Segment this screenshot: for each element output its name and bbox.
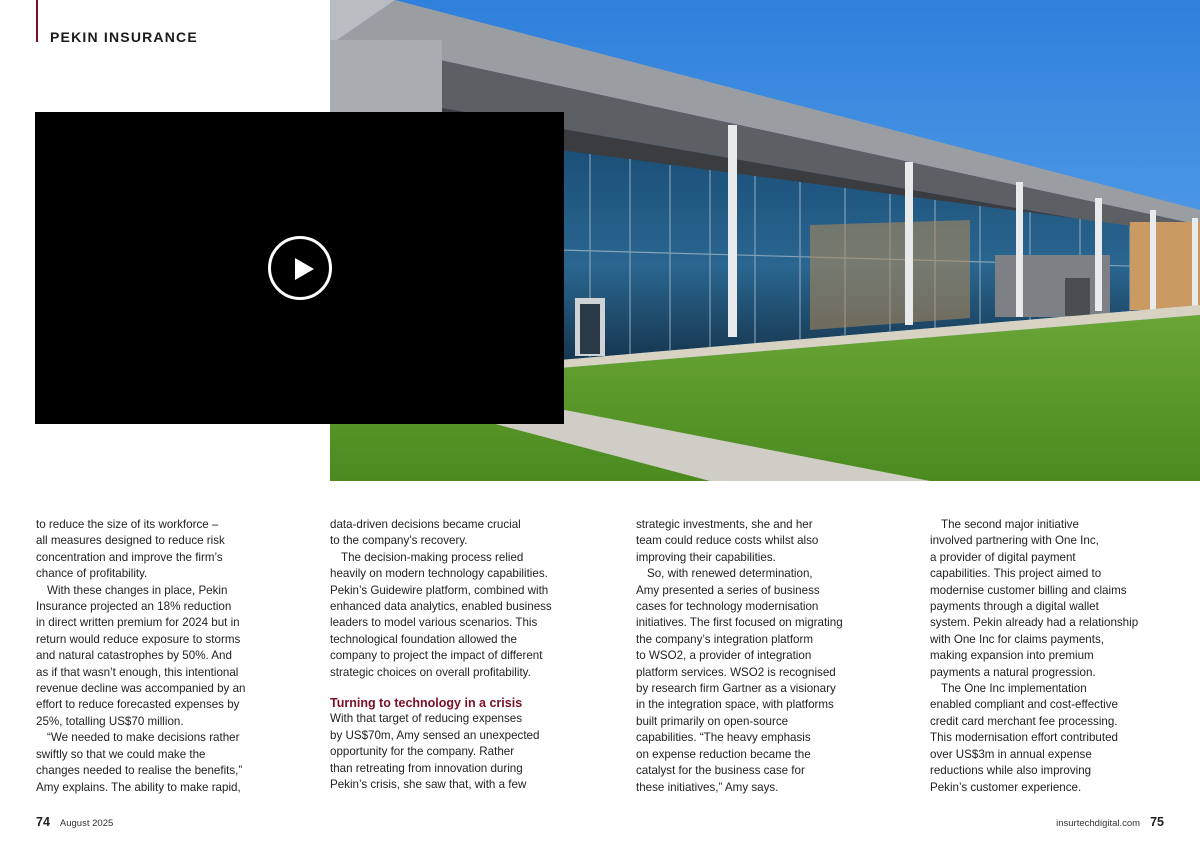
- article-column-2: [330, 517, 570, 794]
- paragraph: With these changes in place, Pekin Insurance projected an 18% reduction in direct written premium for 2024 but in return would reduce exposure to storms and natural catastrophes by 50%. And as if that wasn’t enough, this intentional revenue decline was accompanied by an effort to reduce forecasted expenses by 25%, totalling US$70 million.: [36, 583, 246, 728]
- page-number-right: 75: [1150, 815, 1164, 829]
- page-number-left: 74: [36, 815, 50, 829]
- paragraph: The One Inc implementation enabled compliant and cost-effective credit card merchant fee processing. This modernisation effort contributed over US$3m in annual expense reductions while also improving Pekin’s customer experience.: [930, 682, 1118, 794]
- subheading: Turning to technology in a crisis: [330, 696, 523, 711]
- paragraph: to reduce the size of its workforce – all measures designed to reduce risk concentration and improve the firm’s chance of profitability.: [36, 518, 225, 581]
- section-accent-rule: [36, 0, 38, 42]
- play-icon[interactable]: [268, 236, 332, 300]
- paragraph: The second major initiative involved partnering with One Inc, a provider of digital payment capabilities. This project aimed to modernise customer billing and claims payments through a digital wallet system. Pekin already had a relationship with One Inc for claims payments, making expansion into premium payments a natural progression.: [930, 518, 1139, 679]
- paragraph: With that target of reducing expenses by US$70m, Amy sensed an unexpected opportunity for the company. Rather than retreating from innovation during Pekin’s crisis, she saw that, with a few: [330, 712, 540, 792]
- paragraph: “We needed to make decisions rather swiftly so that we could make the changes needed to realise the benefits,” Amy explains. The ability to make rapid,: [36, 731, 243, 794]
- footer-left: [36, 815, 113, 829]
- footer-right: [1056, 815, 1164, 829]
- paragraph: The decision-making process relied heavily on modern technology capabilities. Pekin’s Guidewire platform, combined with enhanced data analytics, enabled business leaders to model various scenarios. This technological foundation allowed the company to project the impact of different strategic choices on overall profitability.: [330, 550, 552, 679]
- section-label: PEKIN INSURANCE: [50, 29, 198, 45]
- article-column-3: [636, 517, 876, 796]
- article-column-4: [930, 517, 1170, 796]
- paragraph: strategic investments, she and her team could reduce costs whilst also improving their capabilities.: [636, 518, 819, 564]
- paragraph: So, with renewed determination, Amy presented a series of business cases for technology modernisation initiatives. The first focused on migrating the company’s integration platform to WSO2, a provider of integration platform services. WSO2 is recognised by research firm Gartner as a visionary in the integration space, with platforms built primarily on open-source capabilities. “The heavy emphasis on expense reduction became the catalyst for the business case for these initiatives,” Amy says.: [636, 567, 843, 794]
- article-column-1: [36, 517, 276, 796]
- issue-date: August 2025: [59, 818, 114, 829]
- website-link[interactable]: insurtechdigital.com: [1056, 818, 1141, 829]
- video-player[interactable]: [35, 112, 564, 424]
- paragraph: data-driven decisions became crucial to the company’s recovery.: [330, 518, 521, 548]
- play-triangle-icon: [295, 258, 314, 280]
